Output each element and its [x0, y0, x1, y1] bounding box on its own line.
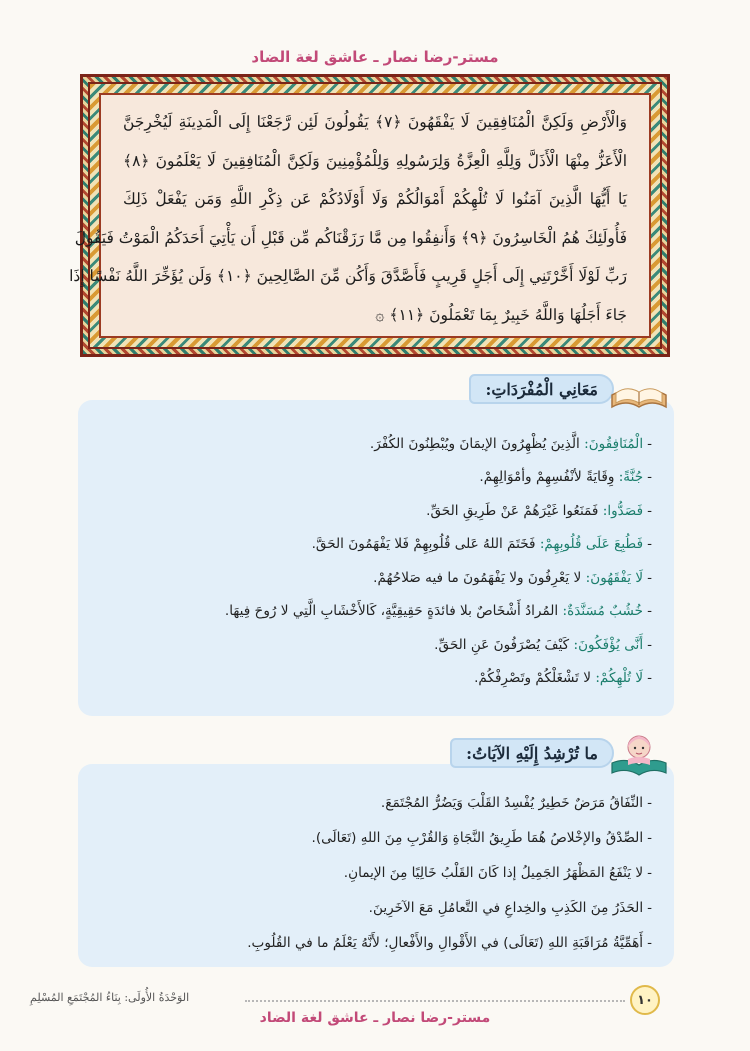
vocab-header	[469, 374, 670, 404]
quran-text-panel	[69, 93, 651, 338]
vocab-meaning: لا تَشْغَلْكُمْ وتَصْرِفْكُمْ.	[474, 670, 591, 687]
quran-line: يَا أَيُّهَا الَّذِينَ آمَنُوا لَا تُلْهِكُمْ أَمْوَالُكُمْ وَلَا أَوْلَادُكُمْ عَن ذِكْرِ اللَّهِ وَمَن يَفْعَلْ ذَلِكَ	[123, 190, 627, 209]
open-book-icon	[608, 365, 670, 413]
vocab-meaning: لا يَعْرِفُونَ ولا يَفْهَمُونَ ما فيه صَلاحُهُمْ.	[373, 569, 582, 586]
vocab-term: لَا تُلْهِكُمْ:	[595, 670, 644, 687]
vocab-meaning: الَّذِينَ يُظْهِرُونَ الإيمَانَ ويُبْطِنُونَ الكُفْرَ.	[369, 435, 580, 452]
vocab-card	[78, 400, 674, 716]
vocab-meaning: المُرادُ أَشْخَاصٌ بلا فائدَةٍ حَقِيقِيَّةٍ، كَالأَخْشَابِ الَّتِي لا رُوحَ فِيهَا.	[224, 603, 559, 620]
vocab-item: - أَنَّى يُؤْفَكُونَ: كَيْفَ يُصْرَفُونَ عَنِ الحَقِّ.	[96, 629, 652, 663]
vocab-term: جُنَّةً:	[618, 469, 644, 486]
vocab-term: أَنَّى يُؤْفَكُونَ:	[573, 636, 644, 653]
vocab-item: - لَا تُلْهِكُمْ: لا تَشْغَلْكُمْ وتَصْرِفْكُمْ.	[96, 663, 652, 697]
quran-frame	[69, 74, 670, 357]
quran-line: الْأَعَزُّ مِنْهَا الْأَذَلَّ وَلِلَّهِ الْعِزَّةُ وَلِرَسُولِهِ وَلِلْمُؤْمِنِينَ وَلَكِنَّ الْمُنَافِقِينَ لَا يَعْلَمُونَ ﴿٨﴾	[123, 151, 627, 170]
vocab-item: - لَا يَفْقَهُونَ: لا يَعْرِفُونَ ولا يَفْهَمُونَ ما فيه صَلاحُهُمْ.	[96, 562, 652, 596]
vocab-term: فَطُبِعَ عَلَى قُلُوبِهِمْ:	[539, 536, 644, 553]
vocab-item: - فَصَدُّوا: فَمَنَعُوا غَيْرَهُمْ عَنْ طَرِيقِ الحَقِّ.	[96, 495, 652, 529]
guidance-item: - أَهَمِّيَّةُ مُرَاقَبَةِ اللهِ (تَعَالَى) في الأَقْوالِ والأَفْعالِ؛ لأَنَّهُ يَعْلَمُ ما في القُلُوبِ.	[96, 926, 652, 961]
guidance-item: - الحَذَرُ مِنَ الكَذِبِ والخِداعِ في التَّعامُلِ مَعَ الآخَرِينَ.	[96, 891, 652, 926]
guidance-card	[78, 764, 674, 967]
vocab-meaning: كَيْفَ يُصْرَفُونَ عَنِ الحَقِّ.	[434, 636, 570, 653]
vocab-meaning: وِقَايَةً لأنْفُسِهِمْ وأمْوَالِهِمْ.	[479, 469, 615, 486]
girl-reading-icon	[608, 729, 670, 777]
guidance-text: الصِّدْقُ والإخْلاصُ هُمَا طَرِيقُ النَّجَاةِ وَالقُرْبِ مِنَ اللهِ (تَعَالَى).	[311, 829, 644, 846]
vocab-item: - خُشُبٌ مُسَنَّدَةٌ: المُرادُ أَشْخَاصٌ بلا فائدَةٍ حَقِيقِيَّةٍ، كَالأَخْشَابِ الَّتِي لا رُوحَ فِيهَا.	[96, 596, 652, 630]
unit-label: الوَحْدَةُ الأُولَى: بِنَاءُ المُجْتَمَعِ المُسْلِمِ	[30, 991, 190, 1004]
vocab-meaning: فَمَنَعُوا غَيْرَهُمْ عَنْ طَرِيقِ الحَقِّ.	[426, 502, 599, 519]
guidance-list	[96, 786, 652, 961]
guidance-title: ما تُرْشِدُ إِلَيْهِ الآيَاتُ:	[450, 738, 614, 768]
vocab-title: مَعَانِي الْمُفْرَدَاتِ:	[469, 374, 614, 404]
vocab-list	[96, 428, 652, 696]
quran-frame-border	[69, 82, 662, 349]
vocab-item: - الْمُنَافِقُونَ: الَّذِينَ يُظْهِرُونَ الإيمَانَ ويُبْطِنُونَ الكُفْرَ.	[96, 428, 652, 462]
guidance-item: - النِّفَاقُ مَرَضٌ خَطِيرٌ يُفْسِدُ القَلْبَ وَيَضُرُّ المُجْتَمَعَ.	[96, 786, 652, 821]
vocab-item: - فَطُبِعَ عَلَى قُلُوبِهِمْ: فَخَتَمَ اللهُ عَلى قُلُوبِهِمْ فَلا يَفْهَمُونَ الحَقَّ.	[96, 529, 652, 563]
quran-line: رَبِّ لَوْلَا أَخَّرْتَنِي إِلَى أَجَلٍ قَرِيبٍ فَأَصَّدَّقَ وَأَكُن مِّنَ الصَّالِحِينَ ﴿١٠﴾ وَلَن يُؤَخِّرَ اللَّهُ نَفْسًا إِذَا	[69, 267, 627, 286]
guidance-text: الحَذَرُ مِنَ الكَذِبِ والخِداعِ في التَّعامُلِ مَعَ الآخَرِينَ.	[368, 899, 644, 916]
guidance-text: النِّفَاقُ مَرَضٌ خَطِيرٌ يُفْسِدُ القَلْبَ وَيَضُرُّ المُجْتَمَعَ.	[380, 794, 644, 811]
vocab-term: خُشُبٌ مُسَنَّدَةٌ:	[562, 603, 644, 620]
guidance-text: لا يَنْفَعُ المَظْهَرُ الجَمِيلُ إذا كَانَ القَلْبُ خَالِيًا مِنَ الإيمانِ.	[343, 864, 644, 881]
watermark-bottom: مستر-رضا نصار ـ عاشق لغة الضاد	[259, 1010, 491, 1026]
watermark-top: مستر-رضا نصار ـ عاشق لغة الضاد	[251, 48, 499, 66]
vocab-term: فَصَدُّوا:	[602, 502, 644, 519]
vocab-term: لَا يَفْقَهُونَ:	[585, 569, 644, 586]
vocab-term: الْمُنَافِقُونَ:	[584, 435, 644, 452]
guidance-item: - لا يَنْفَعُ المَظْهَرُ الجَمِيلُ إذا كَانَ القَلْبُ خَالِيًا مِنَ الإيمانِ.	[96, 856, 652, 891]
guidance-text: أَهَمِّيَّةُ مُرَاقَبَةِ اللهِ (تَعَالَى) في الأَقْوالِ والأَفْعالِ؛ لأَنَّهُ يَعْلَمُ ما في القُلُوبِ.	[247, 934, 644, 951]
guidance-header	[450, 738, 670, 768]
vocab-meaning: فَخَتَمَ اللهُ عَلى قُلُوبِهِمْ فَلا يَفْهَمُونَ الحَقَّ.	[311, 536, 536, 553]
quran-line: فَأُولَئِكَ هُمُ الْخَاسِرُونَ ﴿٩﴾ وَأَنفِقُوا مِن مَّا رَزَقْنَاكُم مِّن قَبْلِ أَن يَأْتِيَ أَحَدَكُمُ الْمَوْتُ فَيَقُولَ	[74, 228, 627, 247]
quran-line: وَالْأَرْضِ وَلَكِنَّ الْمُنَافِقِينَ لَا يَفْقَهُونَ ﴿٧﴾ يَقُولُونَ لَئِن رَّجَعْنَا إِلَى الْمَدِينَةِ لَيُخْرِجَنَّ	[123, 113, 627, 131]
guidance-item: - الصِّدْقُ والإخْلاصُ هُمَا طَرِيقُ النَّجَاةِ وَالقُرْبِ مِنَ اللهِ (تَعَالَى).	[96, 821, 652, 856]
vocab-item: - جُنَّةً: وِقَايَةً لأنْفُسِهِمْ وأمْوَالِهِمْ.	[96, 462, 652, 496]
page-number: ١٠	[630, 985, 660, 1015]
footer-divider	[245, 1000, 625, 1002]
quran-line: جَاءَ أَجَلُهَا وَاللَّهُ خَبِيرٌ بِمَا تَعْمَلُونَ ﴿١١﴾ ۞	[375, 305, 627, 324]
